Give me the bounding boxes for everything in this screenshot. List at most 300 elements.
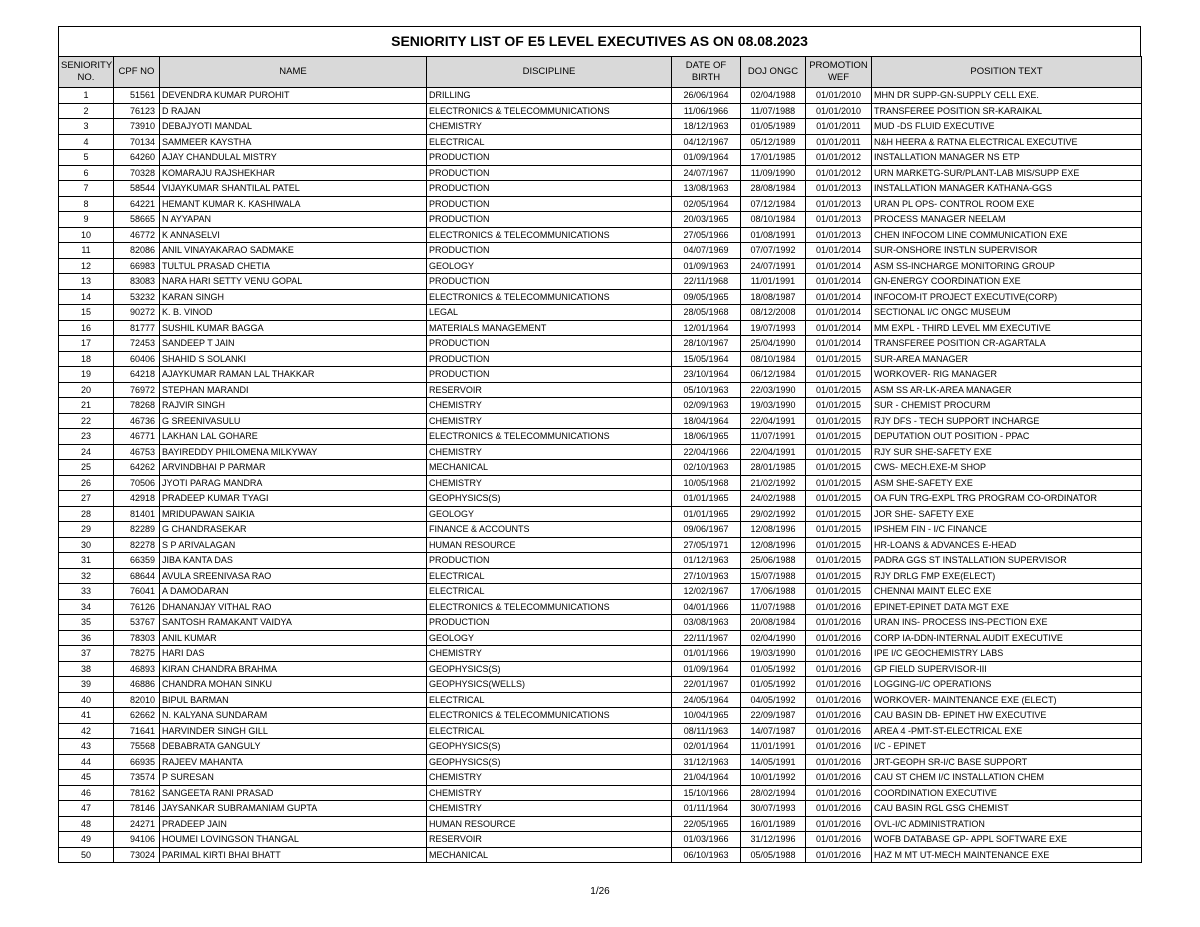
cpf-no-cell: 70134 [114,134,160,150]
dob-cell: 23/10/1964 [672,367,741,383]
dob-cell: 09/06/1967 [672,522,741,538]
name-cell: PRADEEP JAIN [160,816,427,832]
position-cell: URAN INS- PROCESS INS-PECTION EXE [872,615,1142,631]
doj-cell: 28/02/1994 [741,785,806,801]
name-cell: BAYIREDDY PHILOMENA MILKYWAY [160,444,427,460]
dob-cell: 10/04/1965 [672,708,741,724]
promotion-cell: 01/01/2010 [806,103,872,119]
seniority-no-cell: 15 [59,305,114,321]
seniority-no-cell: 50 [59,847,114,863]
promotion-cell: 01/01/2014 [806,305,872,321]
discipline-cell: PRODUCTION [427,196,672,212]
table-row [59,243,1142,259]
header-cpf-no: CPF NO [114,57,160,88]
position-cell: CAU BASIN RGL GSG CHEMIST [872,801,1142,817]
table-row [59,646,1142,662]
table-row [59,196,1142,212]
discipline-cell: GEOPHYSICS(S) [427,661,672,677]
promotion-cell: 01/01/2016 [806,832,872,848]
name-cell: PRADEEP KUMAR TYAGI [160,491,427,507]
discipline-cell: ELECTRICAL [427,692,672,708]
discipline-cell: ELECTRICAL [427,568,672,584]
seniority-no-cell: 26 [59,475,114,491]
promotion-cell: 01/01/2010 [806,88,872,104]
dob-cell: 27/10/1963 [672,568,741,584]
discipline-cell: PRODUCTION [427,165,672,181]
promotion-cell: 01/01/2015 [806,460,872,476]
table-row [59,429,1142,445]
position-cell: MM EXPL - THIRD LEVEL MM EXECUTIVE [872,320,1142,336]
discipline-cell: PRODUCTION [427,336,672,352]
position-cell: SUR - CHEMIST PROCURM [872,398,1142,414]
dob-cell: 18/06/1965 [672,429,741,445]
name-cell: K. B. VINOD [160,305,427,321]
promotion-cell: 01/01/2015 [806,367,872,383]
table-row [59,119,1142,135]
promotion-cell: 01/01/2015 [806,398,872,414]
name-cell: K ANNASELVI [160,227,427,243]
discipline-cell: CHEMISTRY [427,398,672,414]
table-row [59,289,1142,305]
discipline-cell: CHEMISTRY [427,413,672,429]
table-row [59,553,1142,569]
name-cell: N AYYAPAN [160,212,427,228]
doj-cell: 22/04/1991 [741,413,806,429]
discipline-cell: CHEMISTRY [427,770,672,786]
position-cell: I/C - EPINET [872,739,1142,755]
table-row [59,351,1142,367]
position-cell: SUR-AREA MANAGER [872,351,1142,367]
cpf-no-cell: 78303 [114,630,160,646]
position-cell: CORP IA-DDN-INTERNAL AUDIT EXECUTIVE [872,630,1142,646]
cpf-no-cell: 64262 [114,460,160,476]
promotion-cell: 01/01/2015 [806,506,872,522]
dob-cell: 22/04/1966 [672,444,741,460]
position-cell: URAN PL OPS- CONTROL ROOM EXE [872,196,1142,212]
name-cell: LAKHAN LAL GOHARE [160,429,427,445]
name-cell: JAYSANKAR SUBRAMANIAM GUPTA [160,801,427,817]
promotion-cell: 01/01/2014 [806,289,872,305]
seniority-no-cell: 35 [59,615,114,631]
name-cell: ANIL KUMAR [160,630,427,646]
promotion-cell: 01/01/2016 [806,816,872,832]
discipline-cell: HUMAN RESOURCE [427,816,672,832]
discipline-cell: PRODUCTION [427,553,672,569]
position-cell: HAZ M MT UT-MECH MAINTENANCE EXE [872,847,1142,863]
position-cell: SUR-ONSHORE INSTLN SUPERVISOR [872,243,1142,259]
discipline-cell: CHEMISTRY [427,801,672,817]
name-cell: HOUMEI LOVINGSON THANGAL [160,832,427,848]
position-cell: URN MARKETG-SUR/PLANT-LAB MIS/SUPP EXE [872,165,1142,181]
table-row [59,692,1142,708]
name-cell: KIRAN CHANDRA BRAHMA [160,661,427,677]
promotion-cell: 01/01/2016 [806,847,872,863]
seniority-no-cell: 18 [59,351,114,367]
discipline-cell: CHEMISTRY [427,475,672,491]
table-row [59,134,1142,150]
name-cell: SANGEETA RANI PRASAD [160,785,427,801]
cpf-no-cell: 46886 [114,677,160,693]
table-row [59,770,1142,786]
dob-cell: 01/01/1966 [672,646,741,662]
dob-cell: 22/01/1967 [672,677,741,693]
seniority-no-cell: 41 [59,708,114,724]
doj-cell: 12/08/1996 [741,522,806,538]
cpf-no-cell: 68644 [114,568,160,584]
dob-cell: 01/09/1964 [672,661,741,677]
table-row [59,413,1142,429]
seniority-no-cell: 20 [59,382,114,398]
cpf-no-cell: 81777 [114,320,160,336]
discipline-cell: ELECTRONICS & TELECOMMUNICATIONS [427,708,672,724]
dob-cell: 05/10/1963 [672,382,741,398]
discipline-cell: ELECTRONICS & TELECOMMUNICATIONS [427,429,672,445]
seniority-no-cell: 23 [59,429,114,445]
promotion-cell: 01/01/2015 [806,429,872,445]
dob-cell: 22/11/1968 [672,274,741,290]
position-cell: EPINET-EPINET DATA MGT EXE [872,599,1142,615]
name-cell: G SREENIVASULU [160,413,427,429]
discipline-cell: ELECTRONICS & TELECOMMUNICATIONS [427,103,672,119]
seniority-no-cell: 36 [59,630,114,646]
seniority-no-cell: 10 [59,227,114,243]
dob-cell: 31/12/1963 [672,754,741,770]
cpf-no-cell: 73910 [114,119,160,135]
name-cell: KARAN SINGH [160,289,427,305]
name-cell: BIPUL BARMAN [160,692,427,708]
seniority-no-cell: 27 [59,491,114,507]
cpf-no-cell: 53767 [114,615,160,631]
table-row [59,150,1142,166]
promotion-cell: 01/01/2016 [806,599,872,615]
seniority-no-cell: 32 [59,568,114,584]
doj-cell: 14/05/1991 [741,754,806,770]
dob-cell: 24/05/1964 [672,692,741,708]
dob-cell: 28/05/1968 [672,305,741,321]
name-cell: STEPHAN MARANDI [160,382,427,398]
seniority-no-cell: 9 [59,212,114,228]
table-row [59,723,1142,739]
doj-cell: 22/03/1990 [741,382,806,398]
cpf-no-cell: 81401 [114,506,160,522]
table-row [59,847,1142,863]
doj-cell: 24/02/1988 [741,491,806,507]
doj-cell: 30/07/1993 [741,801,806,817]
cpf-no-cell: 82278 [114,537,160,553]
doj-cell: 14/07/1987 [741,723,806,739]
table-row [59,336,1142,352]
seniority-no-cell: 40 [59,692,114,708]
seniority-no-cell: 5 [59,150,114,166]
discipline-cell: CHEMISTRY [427,785,672,801]
table-row [59,382,1142,398]
dob-cell: 11/06/1966 [672,103,741,119]
promotion-cell: 01/01/2016 [806,661,872,677]
dob-cell: 20/03/1965 [672,212,741,228]
position-cell: MUD -DS FLUID EXECUTIVE [872,119,1142,135]
cpf-no-cell: 42918 [114,491,160,507]
position-cell: CHENNAI MAINT ELEC EXE [872,584,1142,600]
name-cell: CHANDRA MOHAN SINKU [160,677,427,693]
position-cell: ASM SHE-SAFETY EXE [872,475,1142,491]
cpf-no-cell: 90272 [114,305,160,321]
promotion-cell: 01/01/2015 [806,537,872,553]
cpf-no-cell: 73024 [114,847,160,863]
doj-cell: 11/09/1990 [741,165,806,181]
table-row [59,816,1142,832]
dob-cell: 04/07/1969 [672,243,741,259]
discipline-cell: PRODUCTION [427,212,672,228]
table-row [59,832,1142,848]
position-cell: CAU BASIN DB- EPINET HW EXECUTIVE [872,708,1142,724]
table-row [59,568,1142,584]
dob-cell: 04/01/1966 [672,599,741,615]
table-row [59,491,1142,507]
dob-cell: 18/12/1963 [672,119,741,135]
doj-cell: 15/07/1988 [741,568,806,584]
cpf-no-cell: 66983 [114,258,160,274]
name-cell: DEBAJYOTI MANDAL [160,119,427,135]
table-body [59,88,1142,863]
name-cell: N. KALYANA SUNDARAM [160,708,427,724]
promotion-cell: 01/01/2015 [806,568,872,584]
dob-cell: 24/07/1967 [672,165,741,181]
doj-cell: 02/04/1990 [741,630,806,646]
discipline-cell: MECHANICAL [427,460,672,476]
seniority-table [58,56,1142,863]
seniority-no-cell: 33 [59,584,114,600]
table-row [59,103,1142,119]
dob-cell: 02/09/1963 [672,398,741,414]
name-cell: DHANANJAY VITHAL RAO [160,599,427,615]
seniority-no-cell: 8 [59,196,114,212]
position-cell: PROCESS MANAGER NEELAM [872,212,1142,228]
table-header-row [59,57,1142,88]
promotion-cell: 01/01/2015 [806,444,872,460]
promotion-cell: 01/01/2011 [806,134,872,150]
name-cell: SAMMEER KAYSTHA [160,134,427,150]
position-cell: TRANSFEREE POSITION CR-AGARTALA [872,336,1142,352]
name-cell: HEMANT KUMAR K. KASHIWALA [160,196,427,212]
discipline-cell: RESERVOIR [427,382,672,398]
name-cell: MRIDUPAWAN SAIKIA [160,506,427,522]
dob-cell: 01/01/1965 [672,491,741,507]
cpf-no-cell: 58544 [114,181,160,197]
discipline-cell: GEOPHYSICS(S) [427,491,672,507]
table-row [59,88,1142,104]
discipline-cell: FINANCE & ACCOUNTS [427,522,672,538]
name-cell: NARA HARI SETTY VENU GOPAL [160,274,427,290]
dob-cell: 02/05/1964 [672,196,741,212]
cpf-no-cell: 64260 [114,150,160,166]
promotion-cell: 01/01/2016 [806,754,872,770]
discipline-cell: DRILLING [427,88,672,104]
doj-cell: 28/01/1985 [741,460,806,476]
cpf-no-cell: 46772 [114,227,160,243]
cpf-no-cell: 78268 [114,398,160,414]
dob-cell: 01/01/1965 [672,506,741,522]
promotion-cell: 01/01/2015 [806,413,872,429]
doj-cell: 19/03/1990 [741,646,806,662]
header-promotion-wef: PROMOTION WEF [806,57,872,88]
doj-cell: 10/01/1992 [741,770,806,786]
position-cell: OVL-I/C ADMINISTRATION [872,816,1142,832]
cpf-no-cell: 64221 [114,196,160,212]
dob-cell: 27/05/1971 [672,537,741,553]
discipline-cell: ELECTRONICS & TELECOMMUNICATIONS [427,599,672,615]
promotion-cell: 01/01/2015 [806,491,872,507]
seniority-no-cell: 37 [59,646,114,662]
table-row [59,460,1142,476]
discipline-cell: CHEMISTRY [427,119,672,135]
doj-cell: 05/12/1989 [741,134,806,150]
position-cell: RJY DFS - TECH SUPPORT INCHARGE [872,413,1142,429]
seniority-no-cell: 12 [59,258,114,274]
table-row [59,165,1142,181]
position-cell: IPSHEM FIN - I/C FINANCE [872,522,1142,538]
cpf-no-cell: 71641 [114,723,160,739]
promotion-cell: 01/01/2016 [806,801,872,817]
name-cell: RAJEEV MAHANTA [160,754,427,770]
discipline-cell: CHEMISTRY [427,444,672,460]
doj-cell: 31/12/1996 [741,832,806,848]
seniority-no-cell: 39 [59,677,114,693]
table-row [59,367,1142,383]
doj-cell: 11/07/1988 [741,103,806,119]
position-cell: INSTALLATION MANAGER NS ETP [872,150,1142,166]
seniority-no-cell: 17 [59,336,114,352]
doj-cell: 08/10/1984 [741,212,806,228]
seniority-no-cell: 42 [59,723,114,739]
discipline-cell: ELECTRONICS & TELECOMMUNICATIONS [427,289,672,305]
doj-cell: 18/08/1987 [741,289,806,305]
discipline-cell: PRODUCTION [427,274,672,290]
dob-cell: 01/09/1963 [672,258,741,274]
table-row [59,305,1142,321]
promotion-cell: 01/01/2015 [806,522,872,538]
dob-cell: 10/05/1968 [672,475,741,491]
header-seniority-no: SENIORITY NO. [59,57,114,88]
promotion-cell: 01/01/2015 [806,351,872,367]
cpf-no-cell: 62662 [114,708,160,724]
seniority-no-cell: 7 [59,181,114,197]
seniority-no-cell: 49 [59,832,114,848]
doj-cell: 11/07/1991 [741,429,806,445]
position-cell: HR-LOANS & ADVANCES E-HEAD [872,537,1142,553]
name-cell: S P ARIVALAGAN [160,537,427,553]
promotion-cell: 01/01/2014 [806,243,872,259]
seniority-no-cell: 6 [59,165,114,181]
discipline-cell: HUMAN RESOURCE [427,537,672,553]
cpf-no-cell: 46753 [114,444,160,460]
discipline-cell: RESERVOIR [427,832,672,848]
cpf-no-cell: 70328 [114,165,160,181]
table-row [59,739,1142,755]
doj-cell: 08/10/1984 [741,351,806,367]
table-row [59,522,1142,538]
table-row [59,661,1142,677]
doj-cell: 25/06/1988 [741,553,806,569]
doj-cell: 11/07/1988 [741,599,806,615]
table-row [59,708,1142,724]
header-doj-ongc: DOJ ONGC [741,57,806,88]
position-cell: WOFB DATABASE GP- APPL SOFTWARE EXE [872,832,1142,848]
name-cell: JYOTI PARAG MANDRA [160,475,427,491]
seniority-no-cell: 13 [59,274,114,290]
table-row [59,274,1142,290]
position-cell: COORDINATION EXECUTIVE [872,785,1142,801]
cpf-no-cell: 66935 [114,754,160,770]
dob-cell: 02/10/1963 [672,460,741,476]
position-cell: SECTIONAL I/C ONGC MUSEUM [872,305,1142,321]
position-cell: N&H HEERA & RATNA ELECTRICAL EXECUTIVE [872,134,1142,150]
position-cell: AREA 4 -PMT-ST-ELECTRICAL EXE [872,723,1142,739]
doj-cell: 07/07/1992 [741,243,806,259]
name-cell: SANTOSH RAMAKANT VAIDYA [160,615,427,631]
dob-cell: 15/10/1966 [672,785,741,801]
dob-cell: 06/10/1963 [672,847,741,863]
doj-cell: 01/05/1992 [741,677,806,693]
dob-cell: 18/04/1964 [672,413,741,429]
promotion-cell: 01/01/2014 [806,274,872,290]
table-row [59,506,1142,522]
discipline-cell: PRODUCTION [427,367,672,383]
dob-cell: 13/08/1963 [672,181,741,197]
cpf-no-cell: 76972 [114,382,160,398]
promotion-cell: 01/01/2014 [806,320,872,336]
document-title: SENIORITY LIST OF E5 LEVEL EXECUTIVES AS ON 08.08.2023 [58,26,1141,56]
cpf-no-cell: 51561 [114,88,160,104]
name-cell: ANIL VINAYAKARAO SADMAKE [160,243,427,259]
cpf-no-cell: 72453 [114,336,160,352]
doj-cell: 20/08/1984 [741,615,806,631]
seniority-no-cell: 3 [59,119,114,135]
seniority-no-cell: 34 [59,599,114,615]
doj-cell: 16/01/1989 [741,816,806,832]
name-cell: D RAJAN [160,103,427,119]
table-row [59,258,1142,274]
dob-cell: 12/02/1967 [672,584,741,600]
table-row [59,537,1142,553]
seniority-no-cell: 44 [59,754,114,770]
dob-cell: 28/10/1967 [672,336,741,352]
dob-cell: 01/12/1963 [672,553,741,569]
cpf-no-cell: 46771 [114,429,160,445]
cpf-no-cell: 78162 [114,785,160,801]
promotion-cell: 01/01/2016 [806,615,872,631]
header-position-text: POSITION TEXT [872,57,1142,88]
discipline-cell: CHEMISTRY [427,646,672,662]
doj-cell: 01/08/1991 [741,227,806,243]
name-cell: AJAY CHANDULAL MISTRY [160,150,427,166]
discipline-cell: GEOPHYSICS(S) [427,754,672,770]
cpf-no-cell: 82010 [114,692,160,708]
doj-cell: 02/04/1988 [741,88,806,104]
discipline-cell: PRODUCTION [427,150,672,166]
promotion-cell: 01/01/2016 [806,677,872,693]
position-cell: OA FUN TRG-EXPL TRG PROGRAM CO-ORDINATOR [872,491,1142,507]
promotion-cell: 01/01/2016 [806,739,872,755]
doj-cell: 01/05/1992 [741,661,806,677]
table-row [59,754,1142,770]
promotion-cell: 01/01/2016 [806,646,872,662]
name-cell: ARVINDBHAI P PARMAR [160,460,427,476]
promotion-cell: 01/01/2015 [806,382,872,398]
cpf-no-cell: 78275 [114,646,160,662]
seniority-no-cell: 24 [59,444,114,460]
position-cell: TRANSFEREE POSITION SR-KARAIKAL [872,103,1142,119]
name-cell: G CHANDRASEKAR [160,522,427,538]
